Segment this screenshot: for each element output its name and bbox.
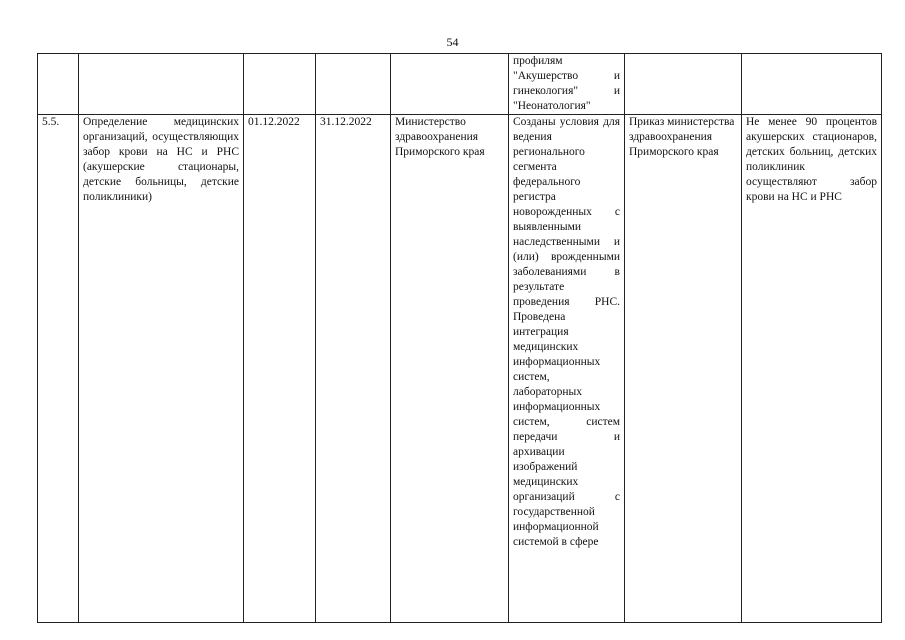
cell-responsible: [391, 54, 509, 115]
cell-result: профилям "Акушерство и гинекология" и "Неонатология": [509, 54, 625, 115]
cell-end-date: [316, 54, 391, 115]
cell-number: [38, 54, 79, 115]
continuation-row: [38, 54, 882, 115]
expected-result: Созданы условия для ведения регионального сегмента федерального регистра новорожденных с выявленными наследственными и (или) врожденными заболеваниями в результате проведения РНС. Проведена интеграция медицинских информационных систем, лабораторных информационных систем, систем передачи и архивации изображений медицинских организаций с государственной информационной системой в сфере: [509, 115, 625, 623]
row-number: 5.5.: [38, 115, 79, 623]
activity-description: Определение медицинских организаций, осуществляющих забор крови на НС и РНС (акушерские стационары, детские больницы, детские поликлиники): [79, 115, 244, 623]
target-indicator: Не менее 90 процентов акушерских стационаров, детских больниц, детских поликлиник осуществляют забор крови на НС и РНС: [742, 115, 882, 623]
cell-activity: [79, 54, 244, 115]
cell-document: [625, 54, 742, 115]
page-number: 54: [446, 35, 459, 49]
table-row: [38, 115, 882, 623]
end-date: 31.12.2022: [316, 115, 391, 623]
cell-indicator: [742, 54, 882, 115]
start-date: 01.12.2022: [244, 115, 316, 623]
responsible-party: Министерство здравоохранения Приморского края: [391, 115, 509, 623]
cell-start-date: [244, 54, 316, 115]
document-type: Приказ министерства здравоохранения Приморского края: [625, 115, 742, 623]
plan-table: [37, 53, 882, 623]
